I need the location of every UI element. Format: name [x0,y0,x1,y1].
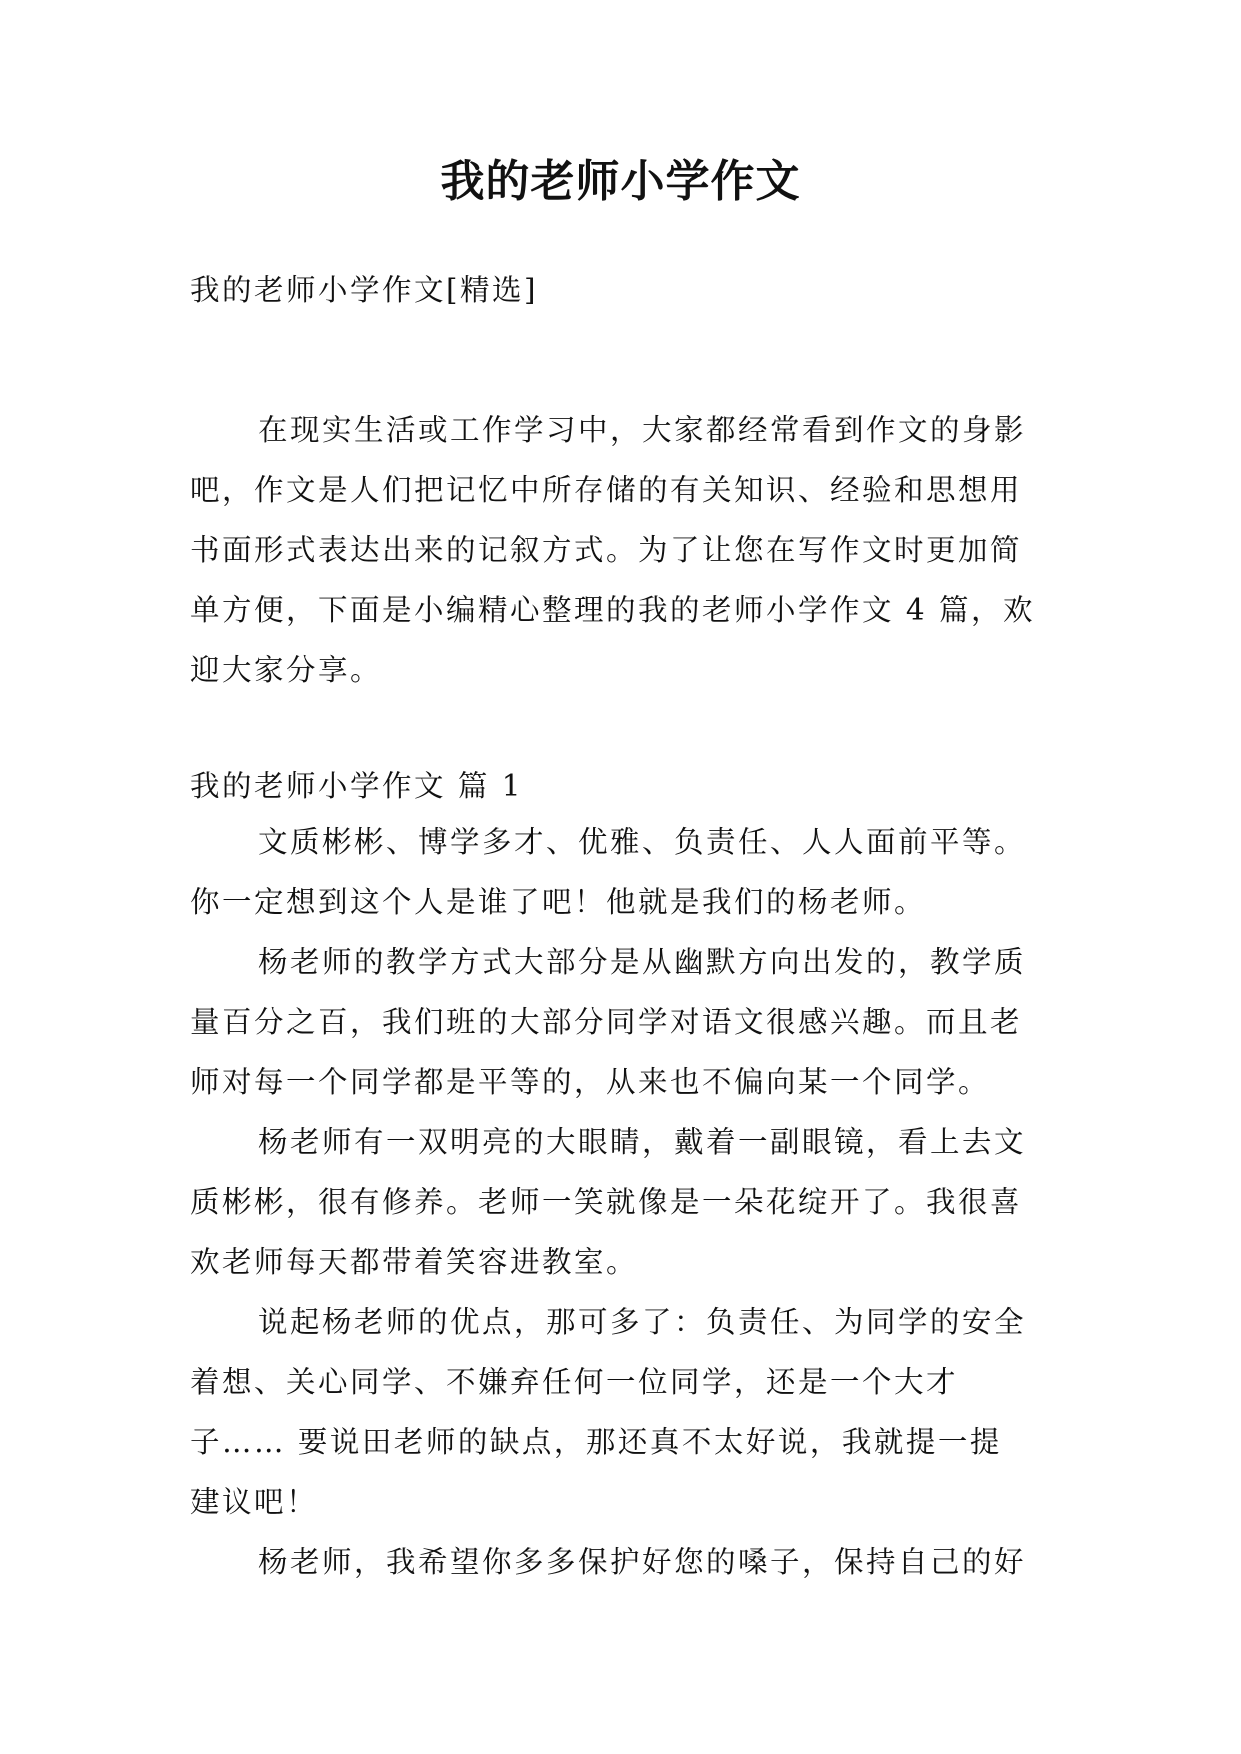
body-line: 杨老师的教学方式大部分是从幽默方向出发的，教学质 [258,945,1027,979]
section-heading-text: 我的老师小学作文 篇 1 [190,769,524,803]
subtitle-text: 我的老师小学作文[精选] [190,273,539,307]
body-line: 师对每一个同学都是平等的，从来也不偏向某一个同学。 [190,1065,991,1099]
body-line: 你一定想到这个人是谁了吧！他就是我们的杨老师。 [190,885,927,919]
body-line: 质彬彬，很有修养。老师一笑就像是一朵花绽开了。我很喜 [190,1185,1023,1219]
body-line: 文质彬彬、博学多才、优雅、负责任、人人面前平等。 [258,825,1027,859]
intro-paragraph [190,400,1050,700]
document-title: 我的老师小学作文 [440,156,801,207]
body-line: 着想、关心同学、不嫌弃任何一位同学，还是一个大才 [190,1365,959,1399]
body-line: 子…… 要说田老师的缺点，那还真不太好说，我就提一提 [190,1425,1002,1459]
intro-line: 在现实生活或工作学习中，大家都经常看到作文的身影 [258,413,1027,447]
intro-line: 吧，作文是人们把记忆中所存储的有关知识、经验和思想用 [190,473,1023,507]
intro-line: 书面形式表达出来的记叙方式。为了让您在写作文时更加简 [190,533,1023,567]
intro-line: 单方便，下面是小编精心整理的我的老师小学作文 4 篇，欢 [190,593,1036,627]
body-line: 欢老师每天都带着笑容进教室。 [190,1245,639,1279]
essay-body [190,812,1050,1592]
intro-line: 迎大家分享。 [190,653,383,687]
body-line: 量百分之百，我们班的大部分同学对语文很感兴趣。而且老 [190,1005,1023,1039]
body-line: 建议吧！ [190,1485,319,1519]
document-subtitle [190,260,1050,320]
body-line: 说起杨老师的优点，那可多了：负责任、为同学的安全 [258,1305,1027,1339]
body-line: 杨老师有一双明亮的大眼睛，戴着一副眼镜，看上去文 [258,1125,1027,1159]
body-line: 杨老师，我希望你多多保护好您的嗓子，保持自己的好 [258,1545,1027,1579]
section-heading [190,756,1050,816]
